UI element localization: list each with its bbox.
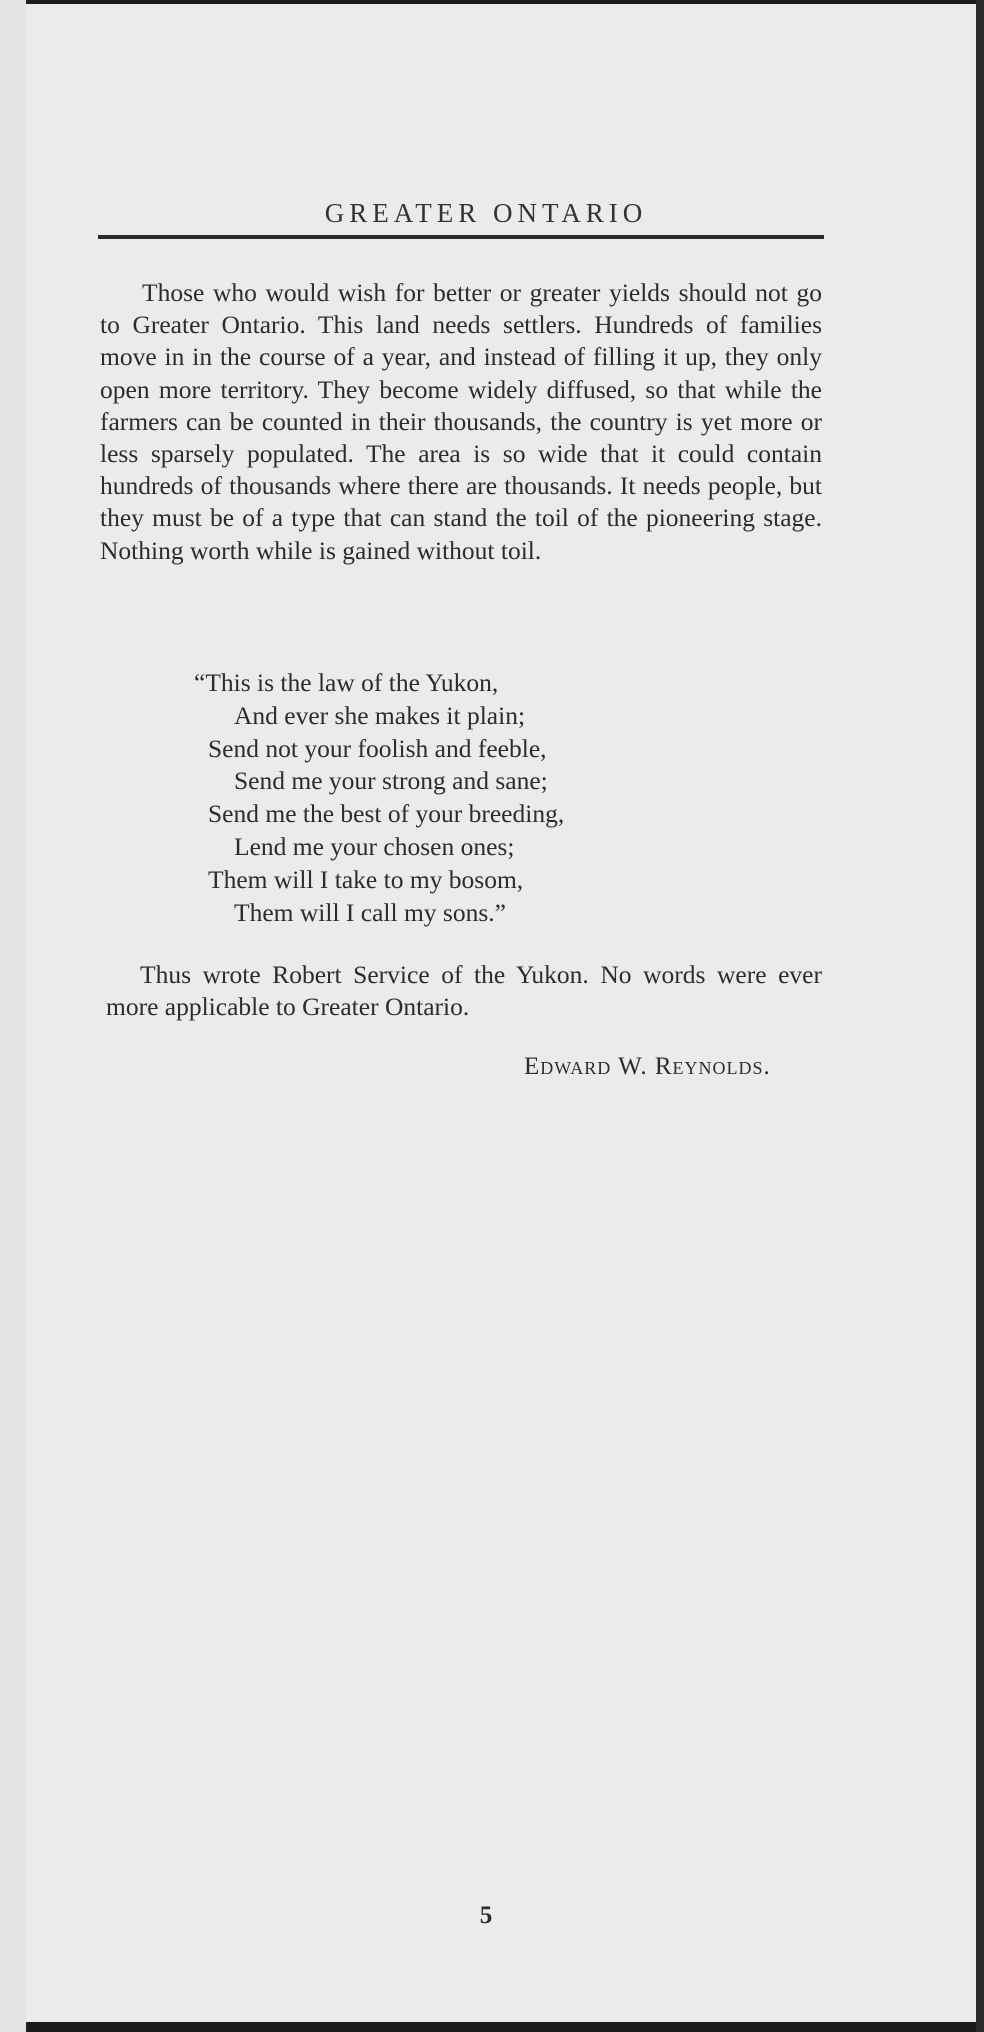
poem-quote: [194, 667, 708, 929]
running-head: GREATER ONTARIO: [324, 198, 648, 228]
poem-line: Lend me your chosen ones;: [234, 831, 515, 861]
body-paragraph: Those who would wish for better or greater yields should not go to Greater Ontario. This land needs settlers. Hundreds of families move in in the course of a year, and instead of filling it up, they only open more territory. They become widely diffused, so that while the farmers can be counted in their thousands, the country is yet more or less sparsely populated. The area is so wide that it could contain hundreds of thousands where there are thousands. It needs people, but they must be of a type that can stand the toil of the pioneering stage. Nothing worth while is gained without toil.: [100, 278, 822, 565]
page: [26, 4, 976, 2022]
author-signature: Edward W. Reynolds.: [524, 1053, 771, 1080]
poem-line: Send me your strong and sane;: [234, 766, 548, 796]
poem-line: Send me the best of your breeding,: [208, 799, 565, 829]
binding-edge: [0, 0, 28, 2032]
poem-line: Send not your foolish and feeble,: [208, 733, 547, 763]
header-rule: [98, 235, 824, 239]
page-edge-shadow: [976, 0, 984, 2032]
poem-line: Them will I call my sons.”: [234, 897, 506, 927]
page-number: 5: [479, 1902, 493, 1929]
poem-line: “This is the law of the Yukon,: [194, 668, 499, 697]
poem-line: Them will I take to my bosom,: [208, 864, 524, 894]
poem-line: And ever she makes it plain;: [234, 700, 526, 730]
closing-paragraph: Thus wrote Robert Service of the Yukon. No words were ever more applicable to Greater Ontario.: [106, 960, 822, 1022]
